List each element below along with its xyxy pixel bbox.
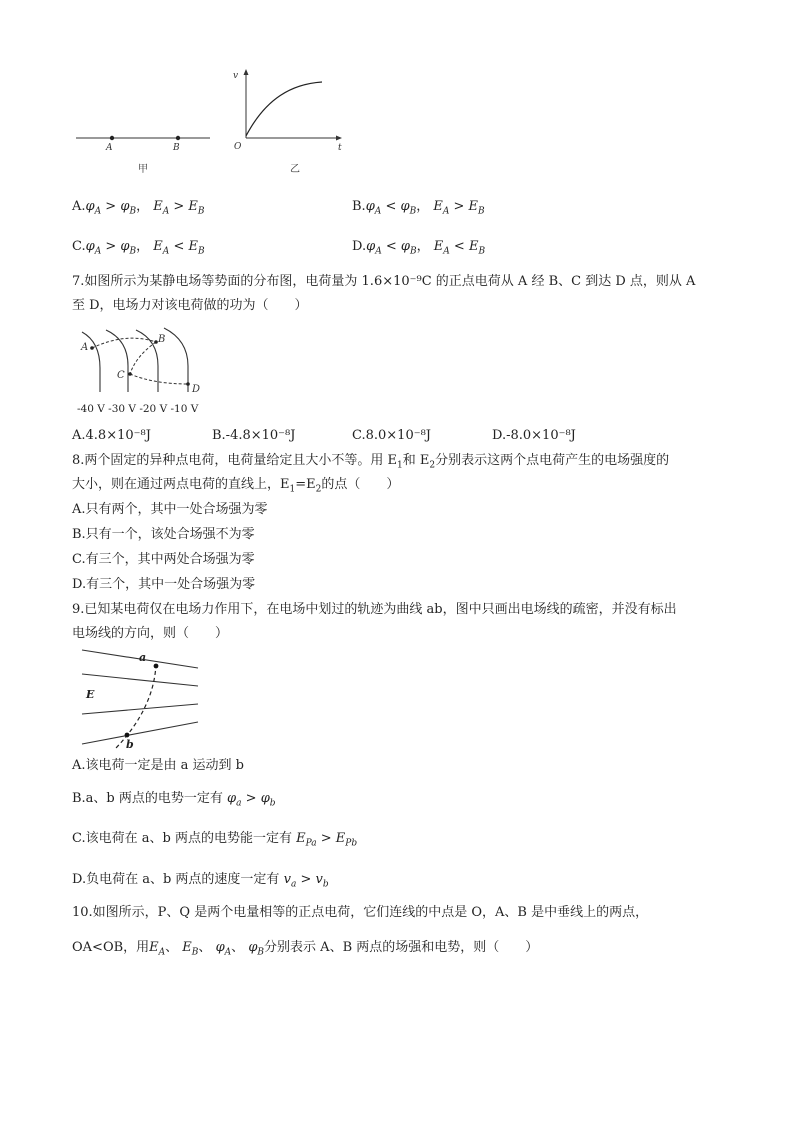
- q10-stem-line1: 10.如图所示，P、Q 是两个电量相等的正点电荷，它们连线的中点是 O，A、B 是中垂线上的两点，: [72, 905, 649, 920]
- v-axis-arrow: [244, 69, 249, 75]
- point-c: [128, 372, 132, 376]
- label-c: C: [117, 370, 125, 381]
- q8-option-b[interactable]: B.只有一个，该处合场强不为零: [72, 527, 255, 542]
- figure-q9-field-lines: [72, 646, 206, 752]
- q8-option-d[interactable]: D.有三个，其中一处合场强为零: [72, 577, 256, 592]
- q6-option-c[interactable]: $C.\varphi_A > \varphi_B$， $E_A < E_B$: [72, 239, 205, 257]
- field-line-2: [82, 674, 198, 686]
- equipotential-10: [164, 328, 188, 392]
- field-line-3: [82, 704, 198, 714]
- point-a: [154, 664, 159, 669]
- trajectory-ab: [116, 664, 156, 748]
- path-b-c: [130, 342, 156, 374]
- v-label: v: [233, 71, 239, 81]
- q10-stem-line2: OA<OB，用$E_A$、 $E_B$、 $\varphi_A$、 $\varphi_B$分别表示 A、B 两点的场强和电势，则（ ）: [72, 940, 539, 958]
- t-axis-arrow: [336, 136, 342, 141]
- q9-option-a[interactable]: A.该电荷一定是由 a 运动到 b: [72, 758, 244, 773]
- point-d: [186, 382, 190, 386]
- q7-option-c[interactable]: C.8.0×10⁻⁸J: [352, 428, 432, 443]
- label-b: B: [158, 334, 166, 345]
- q7-option-a[interactable]: A.4.8×10⁻⁸J: [72, 428, 151, 443]
- caption-jia: 甲: [138, 164, 148, 175]
- point-a: [110, 136, 114, 140]
- q6-option-b[interactable]: $B.\varphi_A < \varphi_B$， $E_A > E_B$: [352, 199, 485, 217]
- velocity-curve: [246, 82, 322, 136]
- label-b: b: [126, 738, 134, 751]
- caption-yi: 乙: [290, 164, 300, 175]
- q6-option-d[interactable]: $D.\varphi_A < \varphi_B$， $E_A < E_B$: [352, 239, 486, 257]
- label-d: D: [192, 384, 201, 395]
- potential-labels: -40 V -30 V -20 V -10 V: [77, 403, 199, 415]
- field-line-4: [82, 722, 198, 744]
- q9-stem-line1: 9.已知某电荷仅在电场力作用下，在电场中划过的轨迹为曲线 ab，图中只画出电场线的疏密，并没有标出: [72, 602, 677, 617]
- q9-stem-line2: 电场线的方向，则（ ）: [72, 626, 229, 641]
- q8-option-c[interactable]: C.有三个，其中两处合场强为零: [72, 552, 255, 567]
- q9-option-d[interactable]: D.负电荷在 a、b 两点的速度一定有 $v_a > v_b$: [72, 872, 329, 890]
- figure-q7-equipotential: [72, 326, 222, 418]
- label-a: A: [81, 342, 89, 353]
- label-b: B: [173, 143, 180, 153]
- point-b: [176, 136, 180, 140]
- t-label: t: [338, 143, 342, 153]
- origin-label: O: [234, 142, 242, 152]
- q9-option-c[interactable]: C.该电荷在 a、b 两点的电势能一定有 $E_{Pa} > E_{Pb}$: [72, 831, 358, 849]
- equipotential-40: [82, 332, 100, 392]
- label-e: E: [86, 688, 95, 701]
- figure-yi: [228, 66, 358, 182]
- q7-stem-line2: 至 D，电场力对该电荷做的功为（ ）: [72, 298, 308, 313]
- q7-stem-line1: 7.如图所示为某静电场等势面的分布图，电荷量为 1.6×10⁻⁹C 的正点电荷从 A 经 B、C 到达 D 点，则从 A: [72, 274, 696, 289]
- q9-option-b[interactable]: B.a、b 两点的电势一定有 $\varphi_a > \varphi_b$: [72, 791, 276, 809]
- point-b: [125, 733, 130, 738]
- point-a: [90, 346, 94, 350]
- q7-option-b[interactable]: B.-4.8×10⁻⁸J: [212, 428, 296, 443]
- label-a: a: [139, 651, 147, 664]
- path-c-d: [130, 374, 188, 384]
- q8-option-a[interactable]: A.只有两个，其中一处合场强为零: [72, 502, 268, 517]
- q7-option-d[interactable]: D.-8.0×10⁻⁸J: [492, 428, 576, 443]
- q8-stem-line1: 8.两个固定的异种点电荷，电荷量给定且大小不等。用 $E_1$和 $E_2$分别表示这两个点电荷产生的电场强度的: [72, 453, 670, 471]
- q8-stem-line2: 大小，则在通过两点电荷的直线上，$E_1=E_2$的点（ ）: [72, 477, 400, 495]
- label-a: A: [106, 143, 113, 153]
- figure-jia: [72, 68, 217, 180]
- q6-option-a[interactable]: $A.\varphi_A > \varphi_B$， $E_A > E_B$: [72, 199, 205, 217]
